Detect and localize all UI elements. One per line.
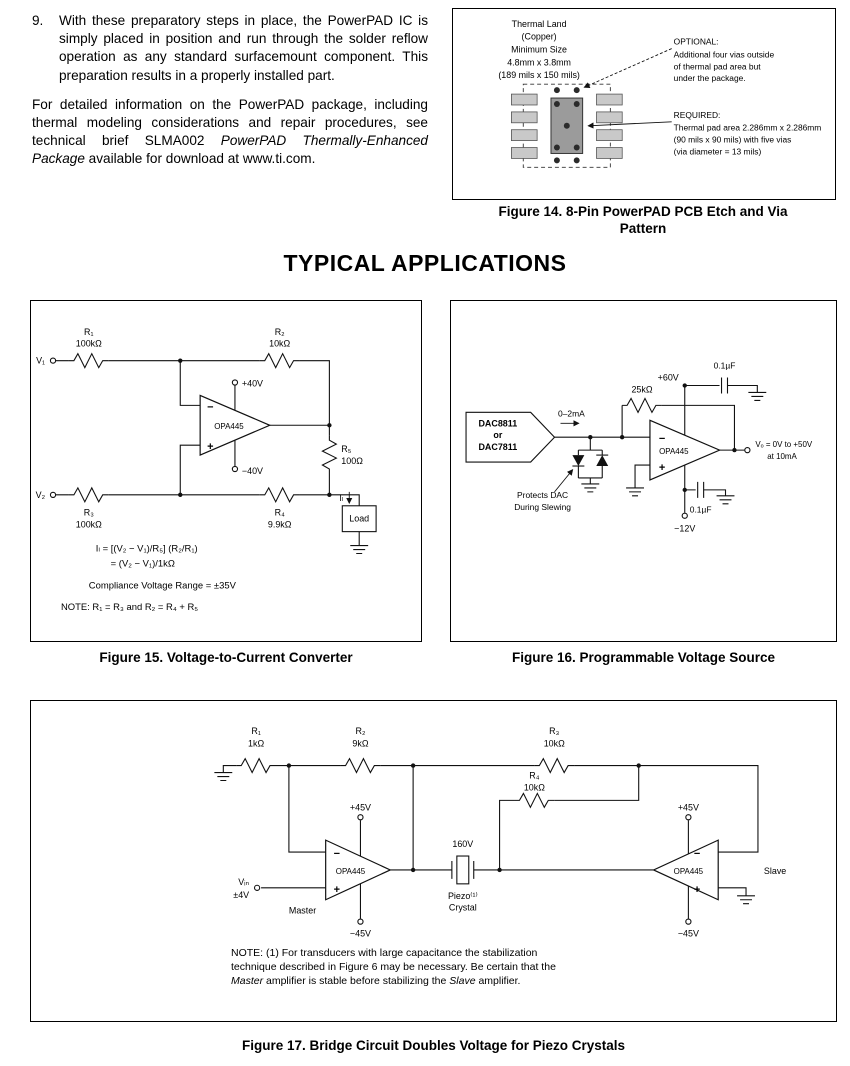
compliance-note: Compliance Voltage Range = ±35V xyxy=(88,580,236,592)
resistor-note: NOTE: R₁ = R₃ and R₂ = R₄ + R₅ xyxy=(60,602,199,614)
junction xyxy=(683,383,687,387)
cap-bottom-value: 0.1µF xyxy=(689,504,712,515)
crystal-label-1: Piezo⁽¹⁾ xyxy=(447,890,478,901)
diode-down xyxy=(572,455,584,466)
protect-line-1: Protects DAC xyxy=(517,489,569,500)
resistor-r1 xyxy=(69,354,109,368)
junction xyxy=(178,358,182,362)
junction xyxy=(732,448,736,452)
capacitor-top xyxy=(722,378,728,394)
r4-value: 9.9kΩ xyxy=(267,519,292,530)
fig16-circuit-svg xyxy=(451,301,834,639)
load-label: Load xyxy=(349,513,370,524)
diode-up xyxy=(596,455,608,466)
pcb-footprint xyxy=(511,84,622,167)
dac-line-1: DAC8811 xyxy=(478,418,518,429)
thermal-land-label xyxy=(498,19,580,80)
master-plus-input: + xyxy=(333,883,341,896)
r5-value: 100Ω xyxy=(341,456,363,467)
via xyxy=(574,145,580,151)
equation-2: = (V₂ − V₁)/1kΩ xyxy=(110,558,175,570)
master-vneg-label: −45V xyxy=(349,928,372,939)
figure-14-caption: Figure 14. 8-Pin PowerPAD PCB Etch and Via Pattern xyxy=(498,204,788,236)
r5-label: R₅ xyxy=(341,444,352,455)
figure-17-caption: Figure 17. Bridge Circuit Doubles Voltage for Piezo Crystals xyxy=(241,1038,626,1053)
ground-symbol xyxy=(581,484,599,492)
resistor-r1 xyxy=(236,759,276,773)
slave-vpos-label: +45V xyxy=(677,802,699,813)
master-vneg-terminal xyxy=(358,919,363,924)
vout-sub-label: at 10mA xyxy=(767,452,797,462)
optional-line-2: of thermal pad area but xyxy=(673,61,761,72)
required-title: REQUIRED: xyxy=(673,109,721,120)
via xyxy=(554,145,560,151)
resistor-feedback xyxy=(622,398,662,412)
opamp-minus-input: − xyxy=(658,433,666,446)
ground-symbol xyxy=(350,546,368,554)
slave-label: Slave xyxy=(763,865,787,876)
r3-value: 100kΩ xyxy=(75,519,102,530)
list-number: 9. xyxy=(32,13,44,28)
figure-16-caption: Figure 16. Programmable Voltage Source xyxy=(511,650,776,665)
slave-minus-input: − xyxy=(693,848,701,861)
master-opamp-label: OPA445 xyxy=(335,866,366,876)
r2-label: R₂ xyxy=(274,326,285,337)
optional-leader-line xyxy=(585,49,672,88)
vneg-label: −12V xyxy=(674,523,696,534)
vin-value: ±4V xyxy=(233,889,250,900)
pin-pad xyxy=(511,112,537,123)
optional-line-3: under the package. xyxy=(673,73,746,84)
vin-terminal xyxy=(255,885,260,890)
fig14-diagram-svg xyxy=(453,9,833,197)
required-note xyxy=(674,110,822,157)
note-line-2: technique described in Figure 6 may be necessary. Be certain that the xyxy=(231,960,556,973)
junction xyxy=(620,435,624,439)
output-terminal xyxy=(745,448,750,453)
piezo-crystal-symbol xyxy=(452,856,474,884)
figure-15-caption: Figure 15. Voltage-to-Current Converter xyxy=(99,650,353,665)
r4-value: 10kΩ xyxy=(523,782,545,793)
junction xyxy=(411,763,415,767)
master-minus-input: − xyxy=(333,848,341,861)
optional-title: OPTIONAL: xyxy=(673,36,719,47)
ground-symbol xyxy=(737,896,755,904)
land-line-2: (Copper) xyxy=(521,31,557,42)
pin-pad xyxy=(596,148,622,159)
r2-label: R₂ xyxy=(355,725,366,736)
land-line-4: 4.8mm x 3.8mm xyxy=(507,57,571,68)
master-vpos-terminal xyxy=(358,815,363,820)
via xyxy=(574,101,580,107)
v1-label: V₁ xyxy=(36,355,46,366)
load-current-label: Iₗ xyxy=(339,492,344,503)
r3-label: R₃ xyxy=(549,725,560,736)
r1-label: R₁ xyxy=(84,326,94,337)
optional-line-1: Additional four vias outside xyxy=(673,49,775,60)
resistor-r2 xyxy=(260,354,300,368)
crystal-label-2: Crystal xyxy=(448,902,477,913)
resistor-r4 xyxy=(260,488,300,502)
via xyxy=(564,123,570,129)
vpos-label: +60V xyxy=(657,372,679,383)
ground-symbol xyxy=(626,488,644,496)
pin-pad xyxy=(511,148,537,159)
optional-via xyxy=(574,157,580,163)
required-line-3: (via diameter = 13 mils) xyxy=(673,146,762,157)
resistor-r5 xyxy=(322,435,336,475)
capacitor-bottom xyxy=(698,482,704,498)
opamp-plus-input: + xyxy=(658,461,666,474)
pin-pad xyxy=(596,94,622,105)
slave-opamp-label: OPA445 xyxy=(673,866,704,876)
required-line-2: (90 mils x 90 mils) with five vias xyxy=(673,134,792,145)
opamp-minus-input: − xyxy=(207,401,214,414)
junction xyxy=(178,493,182,497)
dac-line-2: or xyxy=(493,430,503,441)
junction xyxy=(637,763,641,767)
current-label: 0–2mA xyxy=(558,408,585,419)
land-line-1: Thermal Land xyxy=(511,18,567,29)
feedback-resistor-value: 25kΩ xyxy=(631,384,653,395)
note-line-3: Master amplifier is stable before stabilizing the Slave amplifier. xyxy=(231,974,521,987)
required-line-1: Thermal pad area 2.286mm x 2.286mm xyxy=(673,122,822,133)
numbered-item-9 xyxy=(32,12,428,85)
figure-17-box xyxy=(30,700,837,1022)
figure-16-box xyxy=(450,300,837,642)
note-line-1: NOTE: (1) For transducers with large capacitance the stabilization xyxy=(231,947,538,959)
resistor-r3 xyxy=(534,759,574,773)
slave-vneg-label: −45V xyxy=(677,928,699,939)
protect-line-2: During Slewing xyxy=(514,501,571,512)
vneg-terminal xyxy=(232,466,237,471)
optional-via xyxy=(574,87,580,93)
junction xyxy=(683,488,687,492)
list-text: With these preparatory steps in place, the PowerPAD IC is simply placed in position and run through the solder reflow operation as any standard surfacemount component. This preparation results in a properly installed part. xyxy=(59,13,428,83)
protect-pointer-arrow xyxy=(555,470,573,492)
equation-1: Iₗ = [(V₂ − V₁)/R₅] (R₂/R₁) xyxy=(95,543,198,555)
master-vpos-label: +45V xyxy=(349,802,372,813)
cap-top-value: 0.1µF xyxy=(713,360,736,371)
paragraph-text: For detailed information on the PowerPAD package, including thermal modeling considerations and repair procedures, see technical brief SLMA002 xyxy=(32,96,428,149)
junction xyxy=(588,435,592,439)
slave-plus-input: + xyxy=(693,883,701,896)
figure-17-note xyxy=(231,947,661,989)
dac-line-3: DAC7811 xyxy=(478,442,518,453)
pin-pad xyxy=(596,112,622,123)
slave-vpos-terminal xyxy=(686,815,691,820)
resistor-r4 xyxy=(514,793,554,807)
junction xyxy=(327,493,331,497)
vneg-terminal xyxy=(682,513,687,518)
r1-value: 1kΩ xyxy=(248,738,265,749)
r1-value: 100kΩ xyxy=(75,338,102,349)
optional-note xyxy=(674,37,775,84)
r2-value: 10kΩ xyxy=(269,338,291,349)
ground-symbol xyxy=(214,773,232,781)
land-line-3: Minimum Size xyxy=(511,44,568,55)
via xyxy=(554,101,560,107)
r1-label: R₁ xyxy=(251,725,261,736)
pin-pad xyxy=(511,130,537,141)
vneg-label: −40V xyxy=(241,465,264,476)
junction xyxy=(327,423,331,427)
vout-label: Vₒ = 0V to +50V xyxy=(755,440,813,450)
r3-value: 10kΩ xyxy=(543,738,565,749)
land-line-5: (189 mils x 150 mils) xyxy=(498,70,580,81)
junction xyxy=(411,868,415,872)
ground-symbol xyxy=(748,392,766,400)
v1-terminal xyxy=(50,358,55,363)
r4-label: R₄ xyxy=(274,507,285,518)
r3-label: R₃ xyxy=(83,507,94,518)
ground-symbol xyxy=(717,496,735,504)
crystal-voltage-label: 160V xyxy=(452,839,474,850)
junction xyxy=(287,763,291,767)
paragraph-text-end: available for download at www.ti.com. xyxy=(84,151,316,167)
fig17-wires xyxy=(223,766,758,919)
opamp-plus-input: + xyxy=(207,441,214,454)
section-title: TYPICAL APPLICATIONS xyxy=(283,250,567,276)
figure-15-box xyxy=(30,300,422,642)
v2-label: V₂ xyxy=(35,489,46,500)
resistor-r3 xyxy=(69,488,109,502)
junction xyxy=(497,868,501,872)
optional-via xyxy=(554,157,560,163)
resistor-r2 xyxy=(341,759,381,773)
vpos-label: +40V xyxy=(241,378,264,389)
opamp-label: OPA445 xyxy=(214,422,244,432)
r4-label: R₄ xyxy=(529,770,540,781)
slave-vneg-terminal xyxy=(686,919,691,924)
optional-via xyxy=(554,87,560,93)
vpos-terminal xyxy=(232,380,237,385)
fig15-circuit-svg xyxy=(31,301,419,639)
paragraph-italic-title: PowerPAD Thermally-Enhanced Package xyxy=(32,133,428,167)
master-label: Master xyxy=(288,905,317,916)
r2-value: 9kΩ xyxy=(352,738,369,749)
body-text-column xyxy=(32,12,428,169)
powerpad-info-paragraph xyxy=(32,96,428,169)
figure-14-box xyxy=(452,8,836,200)
v2-terminal xyxy=(50,492,55,497)
vin-label: Vᵢₙ xyxy=(238,876,250,887)
pin-pad xyxy=(596,130,622,141)
clamp-diodes xyxy=(572,455,608,466)
opamp-label: OPA445 xyxy=(659,447,689,457)
pin-pad xyxy=(511,94,537,105)
